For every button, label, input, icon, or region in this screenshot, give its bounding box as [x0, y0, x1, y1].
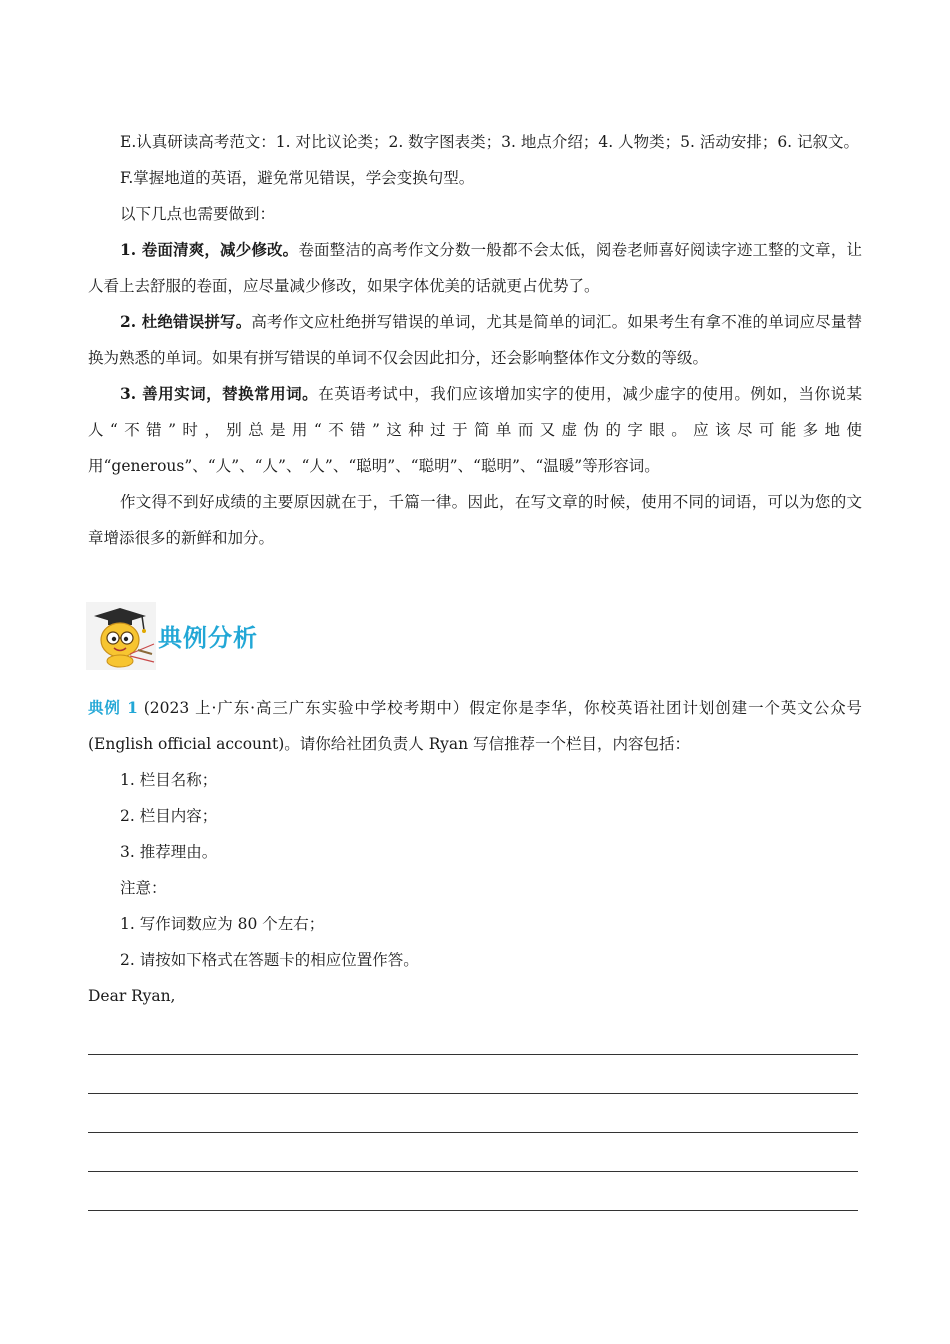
point-text: 高考作文应杜绝拼写错误的单词，尤其是简单的词汇。如果考生有拿不准的单词应尽量替换为熟悉的单词。如果有拼写错误的单词不仅会因此扣分，还会影响整体作文分数的等级。: [88, 313, 862, 367]
answer-line[interactable]: [88, 1016, 858, 1055]
point-paragraph: [88, 304, 862, 376]
answer-lines: [88, 1016, 862, 1211]
document-page: [88, 124, 862, 1211]
item-e-paragraph: E.认真研读高考范文：1. 对比议论类；2. 数字图表类；3. 地点介绍；4. 人物类；5. 活动安排；6. 记叙文。: [120, 133, 860, 151]
note-item: 2. 请按如下格式在答题卡的相应位置作答。: [120, 951, 419, 969]
salutation: Dear Ryan,: [88, 987, 176, 1005]
example-prompt-paragraph: [88, 690, 862, 762]
point-heading: 1. 卷面清爽，减少修改。: [120, 240, 299, 259]
example-label: 典例 1: [88, 698, 138, 717]
example-prompt: (2023 上·广东·高三广东实验中学校考期中）假定你是李华，你校英语社团计划创建一个英文公众号(English official account)。请你给社团负责人 Ryan 写信推荐一个栏目，内容包括：: [88, 699, 863, 753]
point-text: 在英语考试中，我们应该增加实字的使用，减少虚字的使用。例如，当你说某人“不错”时，别总是用“不错”这种过于简单而又虚伪的字眼。应该尽可能多地使用“generous”、“人”、“人”、“人”、“聪明”、“聪明”、“聪明”、“温暖”等形容词。: [88, 385, 862, 475]
answer-line[interactable]: [88, 1055, 858, 1094]
graduate-mascot-icon: [86, 602, 156, 670]
section-title: 典例分析: [158, 624, 258, 652]
also-needed-text: 以下几点也需要做到：: [120, 205, 276, 223]
conclusion-paragraph: 作文得不到好成绩的主要原因就在于，千篇一律。因此，在写文章的时候，使用不同的词语，可以为您的文章增添很多的新鲜和加分。: [88, 493, 862, 547]
answer-line[interactable]: [88, 1094, 858, 1133]
point-text: 卷面整洁的高考作文分数一般都不会太低，阅卷老师喜好阅读字迹工整的文章，让人看上去舒服的卷面，应尽量减少修改，如果字体优美的话就更占优势了。: [88, 241, 862, 295]
requirement-item: 3. 推荐理由。: [120, 843, 218, 861]
answer-line[interactable]: [88, 1133, 858, 1172]
example-block: [88, 690, 862, 1014]
point-heading: 3. 善用实词，替换常用词。: [120, 384, 319, 403]
requirement-item: 2. 栏目内容；: [120, 807, 218, 825]
notes-label: 注意：: [120, 879, 167, 897]
point-paragraph: [88, 376, 862, 484]
note-item: 1. 写作词数应为 80 个左右；: [120, 915, 325, 933]
item-f-paragraph: F.掌握地道的英语，避免常见错误，学会变换句型。: [120, 169, 475, 187]
section-header: [86, 602, 862, 670]
point-heading: 2. 杜绝错误拼写。: [120, 312, 252, 331]
requirement-item: 1. 栏目名称；: [120, 771, 218, 789]
point-paragraph: [88, 232, 862, 304]
answer-line[interactable]: [88, 1172, 858, 1211]
